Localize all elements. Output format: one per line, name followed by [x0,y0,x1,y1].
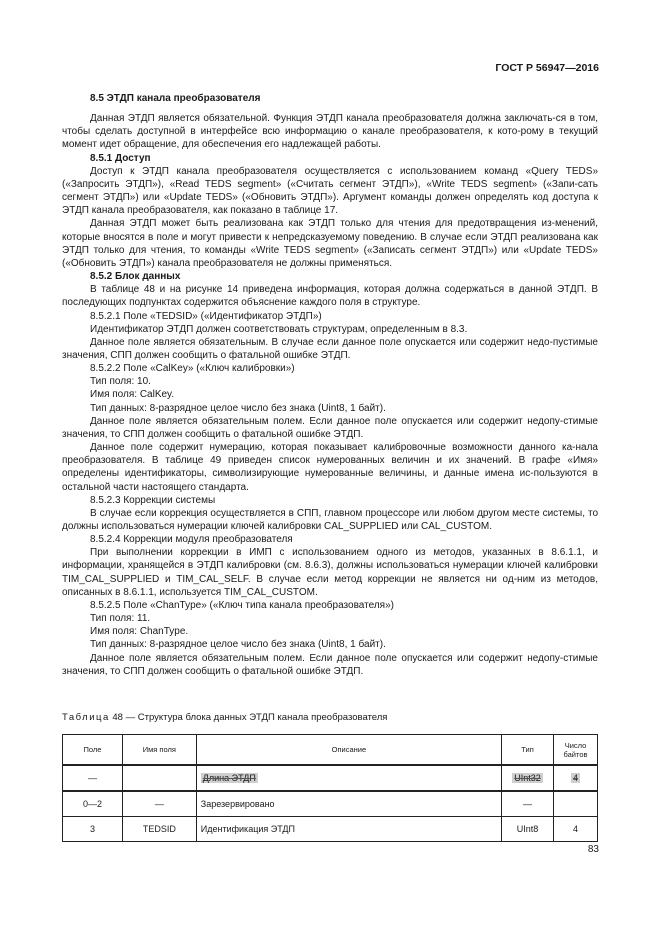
structure-table [62,734,598,842]
table-row [63,765,598,791]
cell-bytes [554,791,598,817]
paragraph: В таблице 48 и на рисунке 14 приведена информация, которая должна содержаться в данной ЭТДП. В последующих подпунктах содержится объяснение каждого поля в структуре. [62,284,598,309]
cell-field-name: — [122,791,196,817]
paragraph: Тип данных: 8-разрядное целое число без знака (Uint8, 1 байт). [90,402,386,414]
paragraph: 8.5.2.1 Поле «TEDSID» («Идентификатор ЭТДП») [90,310,322,322]
caption-prefix: Таблица [62,712,110,723]
section-heading: 8.5 ЭТДП канала преобразователя [90,93,261,104]
cell-field-name [122,765,196,791]
paragraph: Имя поля: ChanType. [90,626,189,638]
table-header-row [63,735,598,766]
table-row [63,791,598,817]
paragraph: Данное поле является обязательным. В случае если данное поле опускается или содержит недо-пустимые значения, СПП должен сообщить о фатальной ошибке ЭТДП. [62,336,598,361]
paragraph: Тип данных: 8-разрядное целое число без знака (Uint8, 1 байт). [90,639,386,651]
paragraph: 8.5.2.4 Коррекции модуля преобразователя [90,534,293,546]
cell-type: — [502,791,554,817]
section-heading: 8.5.1 Доступ [90,152,151,164]
col-field-name: Имя поля [122,735,196,766]
table-caption [62,712,598,723]
col-bytes: Число байтов [554,735,598,766]
paragraph: Данное поле является обязательным полем. Если данное поле опускается или содержит недопу-стимые значения, то СПП должен сообщить о фатальной ошибке ЭТДП. [62,415,598,440]
col-field: Поле [63,735,123,766]
paragraph: Данная ЭТДП может быть реализована как ЭТДП только для чтения для предотвращения из-менений, которые вносятся в поле и могут привести к непредсказуемому поведению. В случае если ЭТДП реализована как ЭТДП только для чтения, то команды «Write TEDS segment» («Записать сегмент ЭТДП») или «Update TEDS» («Обновить ЭТДП») канала преобразователя не должны применяться. [62,218,598,269]
paragraph: Данная ЭТДП является обязательной. Функция ЭТДП канала преобразователя должна заключать-ся в том, чтобы сделать доступной в интерфейсе всю информацию о канале преобразователя, к кото-рому в текущий момент идет обращение, для обеспечения его надлежащей работы. [62,113,598,151]
paragraph: При выполнении коррекции в ИМП с использованием одного из методов, указанных в 8.6.1.1, и информации, хранящейся в ЭТДП калибровки (см. 8.6.3), должны использоваться нумерации ключей калибровки TIM_CAL_SUPPLIED и TIM_CAL_SELF. В случае если метод коррекции не является ни од-ним из методов, описанных в 8.6.1.1, используется TIM_CAL_CUSTOM. [62,547,598,598]
paragraph: В случае если коррекция осуществляется в СПП, главном процессоре или любом другом месте системы, то должны использоваться нумерации ключей калибровки CAL_SUPPLIED или CAL_CUSTOM. [62,507,598,532]
paragraph: Тип поля: 11. [90,613,151,625]
paragraph: Имя поля: CalKey. [90,389,175,401]
caption-text: 48 — Структура блока данных ЭТДП канала преобразователя [112,712,388,723]
paragraph: Идентификатор ЭТДП должен соответствовать структурам, определенным в 8.3. [90,323,468,335]
section-heading: 8.5.2 Блок данных [90,271,181,283]
col-type: Тип [502,735,554,766]
col-description: Описание [196,735,501,766]
table-row [63,817,598,842]
paragraph: Доступ к ЭТДП канала преобразователя осуществляется с использованием команд «Query TEDS» («Запросить ЭТДП»), «Read TEDS segment» («Считать сегмент ЭТДП»), «Write TEDS segment» («Запи-сать сегмент ЭТДП») или «Update TEDS» («Обновить ЭТДП»). Аргумент команды должен определять код доступа к ЭТДП канала преобразователя, как показано в таблице 17. [62,165,598,217]
cell-field: — [63,765,123,791]
body-text [62,92,598,678]
cell-field-name: TEDSID [122,817,196,842]
cell-bytes: 4 [554,817,598,842]
cell-description: Идентификация ЭТДП [196,817,501,842]
cell-description: Зарезервировано [196,791,501,817]
cell-type: UInt8 [502,817,554,842]
cell-field: 0—2 [63,791,123,817]
paragraph: 8.5.2.2 Поле «CalKey» («Ключ калибровки») [90,363,295,375]
standard-code: ГОСТ Р 56947—2016 [495,62,599,74]
cell-field: 3 [63,817,123,842]
paragraph: Данное поле является обязательным полем. Если данное поле опускается или содержит недопу-стимые значения, то СПП должен сообщить о фатальной ошибке ЭТДП. [62,652,598,677]
paragraph: 8.5.2.3 Коррекции системы [90,494,216,506]
paragraph: Тип поля: 10. [90,376,151,388]
cell-bytes: 4 [554,765,598,791]
paragraph: Данное поле содержит нумерацию, которая показывает калибровочные возможности данного ка-нала преобразователя. В таблице 49 приведен список нумерованных величин и их значений. В графе «Имя» определены идентификаторы, символизирующие нумерованные величины, и данные имена ис-пользуются в остальной части настоящего стандарта. [62,442,598,493]
cell-type: UInt32 [502,765,554,791]
paragraph: 8.5.2.5 Поле «ChanType» («Ключ типа канала преобразователя») [90,599,394,611]
page-number: 83 [587,844,599,855]
cell-description: Длина ЭТДП [196,765,501,791]
